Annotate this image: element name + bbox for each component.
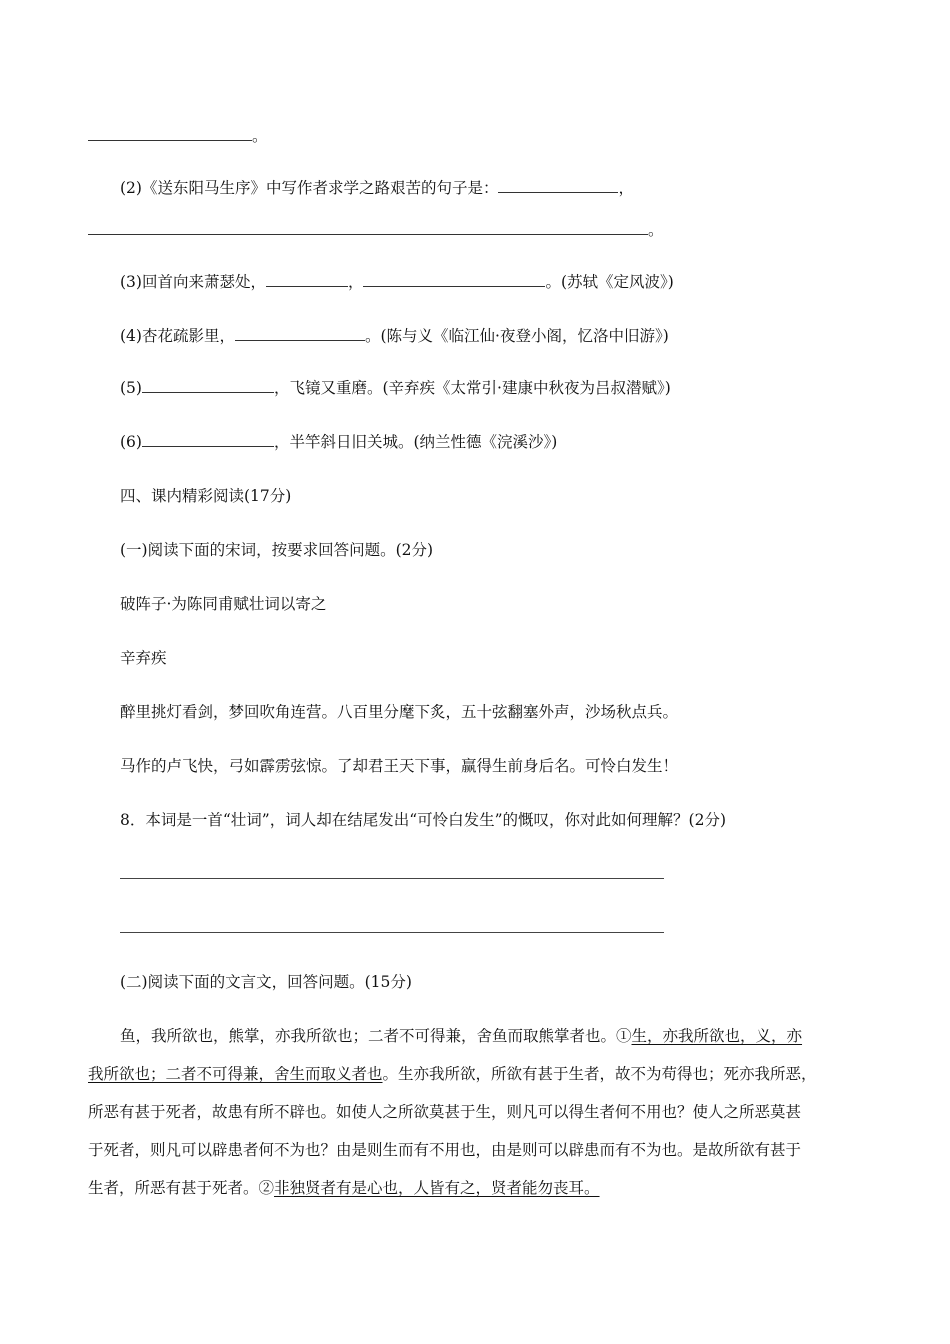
passage-line-2: 我所欲也；二者不可得兼，舍生而取义者也。生亦我所欲，所欲有甚于生者，故不为苟得也；死亦我所恶， [88,1065,817,1083]
fill-question-6 [120,432,557,452]
fill-question-2-cont: 。 [88,220,664,240]
answer-blank[interactable] [142,432,274,447]
fill-question-4 [120,326,669,346]
answer-line-1[interactable] [120,878,664,879]
question-source: ，半竿斜日旧关城。(纳兰性德《浣溪沙》) [273,433,558,451]
answer-blank[interactable] [88,126,252,141]
poem-title: 破阵子·为陈同甫赋壮词以寄之 [120,595,327,613]
poem-line-2: 马作的卢飞快，弓如霹雳弦惊。了却君王天下事，赢得生前身后名。可怜白发生！ [120,757,679,775]
fill-question-2: (2)《送东阳马生序》中写作者求学之路艰苦的句子是： ， [120,179,634,197]
answer-blank[interactable] [142,378,274,393]
poem-line-1: 醉里挑灯看剑，梦回吹角连营。八百里分麾下炙，五十弦翻塞外声，沙场秋点兵。 [120,703,679,721]
question-8: 8．本词是一首“壮词”，词人却在结尾发出“可怜白发生”的慨叹，你对此如何理解？(2分) [120,811,727,829]
part2-instruction: (二)阅读下面的文言文，回答问题。(15分) [120,973,412,991]
poem-author: 辛弃疾 [120,649,167,667]
passage-line-5: 生者，所恶有甚于死者。②非独贤者有是心也，人皆有之，贤者能勿丧耳。 [88,1179,600,1197]
passage-line-1: 鱼，我所欲也，熊掌，亦我所欲也；二者不可得兼，舍鱼而取熊掌者也。①生，亦我所欲也，义，亦 [120,1027,803,1045]
answer-line-2[interactable] [120,932,664,933]
passage-line-3: 所恶有甚于死者，故患有所不辟也。如使人之所欲莫甚于生，则凡可以得生者何不用也？使人之所恶莫甚 [88,1103,802,1121]
question-text: (2)《送东阳马生序》中写作者求学之路艰苦的句子是： [120,179,499,197]
question-text: (3)回首向来萧瑟处， [120,273,266,291]
underlined-sentence-2: 非独贤者有是心也，人皆有之，贤者能勿丧耳。 [274,1179,600,1197]
question-text: (6) [120,433,142,451]
underlined-sentence-1-cont: 我所欲也；二者不可得兼，舍生而取义者也 [88,1065,383,1083]
answer-blank[interactable] [363,272,545,287]
question-text: (5) [120,379,142,397]
question-source: 。(苏轼《定风波》) [545,273,674,291]
answer-blank[interactable] [266,272,348,287]
question-text: (4)杏花疏影里， [120,327,235,345]
answer-blank[interactable] [235,326,365,341]
question-source: ，飞镜又重磨。(辛弃疾《太常引·建康中秋夜为吕叔潜赋》) [273,379,671,397]
answer-blank[interactable] [88,220,648,235]
question-source: 。(陈与义《临江仙·夜登小阁，忆洛中旧游》) [364,327,669,345]
part1-instruction: (一)阅读下面的宋词，按要求回答问题。(2分) [120,541,434,559]
passage-line-4: 于死者，则凡可以辟患者何不为也？由是则生而有不用也，由是则可以辟患而有不为也。是故所欲有甚于 [88,1141,802,1159]
fill-question-5 [120,378,671,398]
underlined-sentence-1: 生，亦我所欲也，义，亦 [631,1027,803,1045]
answer-blank[interactable] [498,178,618,193]
section-heading: 四、课内精彩阅读(17分) [120,487,292,505]
fill-line-1-end: 。 [88,126,268,146]
fill-question-3: (3)回首向来萧瑟处， ， 。(苏轼《定风波》) [120,273,674,291]
